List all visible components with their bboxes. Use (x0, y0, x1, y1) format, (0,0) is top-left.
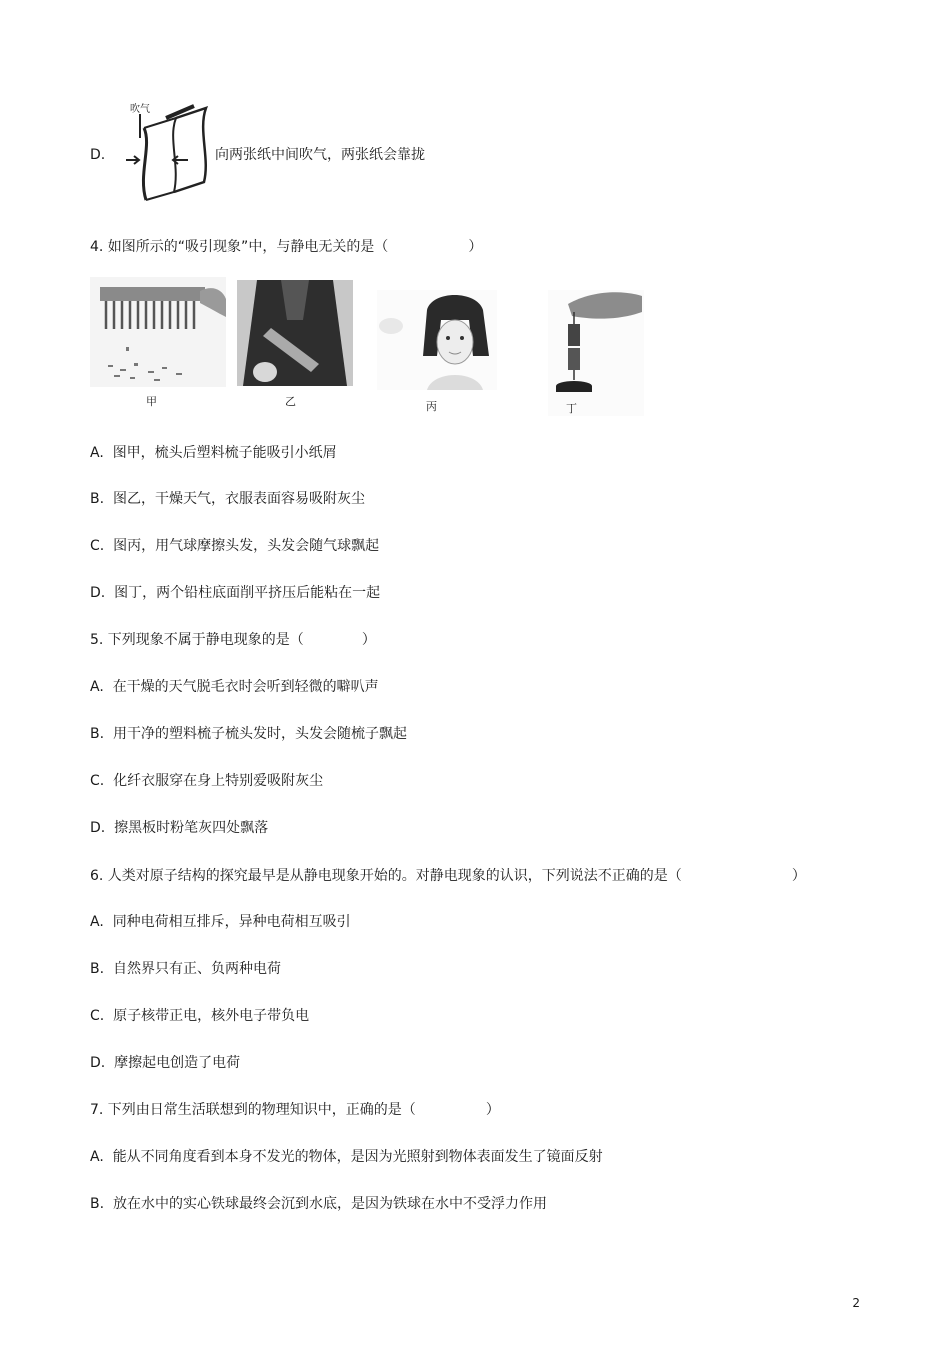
q4-option-b-text: 图乙，干燥天气，衣服表面容易吸附灰尘 (112, 491, 365, 507)
q6-option-d (90, 1054, 240, 1072)
q5-option-c-text: 化纤衣服穿在身上特别爱吸附灰尘 (113, 773, 324, 789)
q4-option-c-letter: C. (90, 538, 105, 554)
q4-option-d-letter: D. (90, 585, 106, 601)
q6-option-a-letter: A. (90, 914, 104, 930)
blow-paper-figure (122, 100, 214, 212)
q6-option-b (90, 960, 281, 978)
q7-option-b (90, 1195, 547, 1213)
q4-option-b (90, 490, 365, 508)
q5-stem-close: ） (361, 632, 376, 648)
q5-option-d-text: 擦黑板时粉笔灰四处飘落 (114, 820, 269, 836)
q4-option-d (90, 584, 380, 602)
figure-label-yi: 乙 (285, 395, 296, 408)
q6-stem (90, 867, 806, 885)
figure-yi-clothes (237, 280, 353, 386)
q6-option-c-text: 原子核带正电，核外电子带负电 (113, 1008, 310, 1024)
q6-stem-text: 6. 人类对原子结构的探究最早是从静电现象开始的。对静电现象的认识，下列说法不正确的是（ (90, 868, 682, 884)
figure-jia-comb (90, 277, 226, 387)
q5-option-a-text: 在干燥的天气脱毛衣时会听到轻微的噼叭声 (112, 679, 379, 695)
q6-option-d-letter: D. (90, 1055, 106, 1071)
q6-option-a-text: 同种电荷相互排斥，异种电荷相互吸引 (112, 914, 351, 930)
figure-label-bing: 丙 (426, 400, 437, 413)
q3-option-d-letter: D. (90, 147, 106, 163)
q5-option-b-text: 用干净的塑料梳子梳头发时，头发会随梳子飘起 (112, 726, 407, 742)
page-number: 2 (852, 1296, 860, 1310)
q4-stem (90, 238, 482, 256)
q6-option-d-text: 摩擦起电创造了电荷 (114, 1055, 241, 1071)
q7-stem-close: ） (485, 1102, 500, 1118)
figure-ding-lead-cylinders (548, 290, 644, 416)
q6-option-b-letter: B. (90, 961, 105, 977)
figure-label-jia: 甲 (146, 395, 157, 408)
q5-option-d-letter: D. (90, 820, 106, 836)
q7-option-a (90, 1148, 603, 1166)
q7-option-a-letter: A. (90, 1149, 104, 1165)
q7-stem (90, 1101, 500, 1119)
q4-option-b-letter: B. (90, 491, 105, 507)
q5-option-c (90, 772, 323, 790)
q7-stem-text: 7. 下列由日常生活联想到的物理知识中，正确的是（ (90, 1102, 416, 1118)
q6-option-c-letter: C. (90, 1008, 105, 1024)
q4-stem-text: 4. 如图所示的“吸引现象”中，与静电无关的是（ (90, 239, 389, 255)
q6-stem-close: ） (791, 868, 806, 884)
q7-option-b-text: 放在水中的实心铁球最终会沉到水底，是因为铁球在水中不受浮力作用 (112, 1196, 547, 1212)
q5-option-d (90, 819, 268, 837)
q5-stem-text: 5. 下列现象不属于静电现象的是（ (90, 632, 304, 648)
q4-option-a (90, 444, 337, 462)
q5-option-b (90, 725, 407, 743)
q5-option-c-letter: C. (90, 773, 105, 789)
q4-option-d-text: 图丁，两个铅柱底面削平挤压后能粘在一起 (114, 585, 381, 601)
q6-option-a (90, 913, 351, 931)
q6-option-b-text: 自然界只有正、负两种电荷 (112, 961, 281, 977)
figure-bing-girl-balloon (377, 290, 497, 390)
q4-option-c (90, 537, 379, 555)
q5-option-a-letter: A. (90, 679, 104, 695)
q4-option-a-letter: A. (90, 445, 104, 461)
q4-option-a-text: 图甲，梳头后塑料梳子能吸引小纸屑 (112, 445, 337, 461)
q7-option-a-text: 能从不同角度看到本身不发光的物体，是因为光照射到物体表面发生了镜面反射 (112, 1149, 603, 1165)
q7-option-b-letter: B. (90, 1196, 105, 1212)
figure-label-ding: 丁 (566, 402, 577, 415)
q3-option-d-text: 向两张纸中间吹气，两张纸会靠拢 (215, 147, 425, 163)
q4-stem-close: ） (468, 239, 483, 255)
q5-stem (90, 631, 376, 649)
q4-option-c-text: 图丙，用气球摩擦头发，头发会随气球飘起 (113, 538, 380, 554)
blow-label: 吹气 (130, 104, 150, 115)
q5-option-a (90, 678, 379, 696)
q5-option-b-letter: B. (90, 726, 105, 742)
q6-option-c (90, 1007, 309, 1025)
